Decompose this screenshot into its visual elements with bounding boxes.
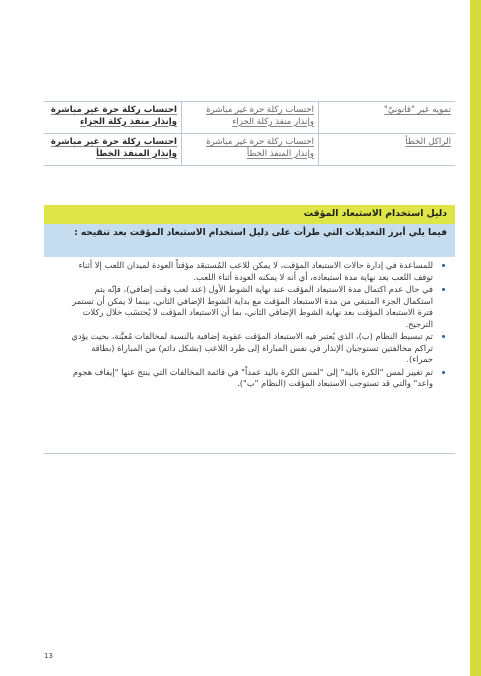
offence-label — [319, 134, 456, 166]
page-number: 13 — [44, 652, 53, 660]
list-item: • في حال عدم اكتمال مدة الاستبعاد المؤقت عند نهاية الشوط الأول (عند لعب وقت إضافي)، فإنّه يتم استكمال الجزء المتبقي من مدة الاستبعاد المؤقت مع بداية الشوط الإضافي الثاني، بينما لا يمكن أن تستمر فترة الاستبعاد المؤقت بعد نهاية الشوط الإضافي الثاني، بما أن الاستبعاد المؤقت لا يُحتسَب خلال ركلات الترجيح. — [66, 284, 433, 330]
changes-list — [44, 258, 455, 391]
previous-sanction-text: احتساب ركلة حرة غير مباشرة وإنذار المنفذ الخطأ — [206, 137, 314, 159]
previous-sanction — [182, 134, 319, 166]
new-sanction — [44, 134, 182, 166]
offence-label-text: الراكل الخطأ — [405, 137, 451, 147]
new-sanction — [44, 102, 182, 134]
table-row — [44, 134, 455, 166]
new-sanction-text: احتساب ركلة حرة غير مباشرة وإنذار المنفذ الخطأ — [50, 137, 177, 159]
new-sanction-text: احتساب ركلة حرة غير مباشرة وإنذار منفذ ركلة الجزاء — [50, 105, 177, 127]
previous-sanction — [182, 102, 319, 134]
offence-label — [319, 102, 456, 134]
offence-label-text: تمويه غير "قانونيّ" — [383, 105, 451, 115]
accent-bar — [470, 0, 481, 676]
list-item: • للمساعدة في إدارة حالات الاستبعاد المؤقت، لا يمكن للاعب المُستبعَد مؤقتاً العودة لميدان اللعب إلا أثناء توقف اللعب بعد نهاية مدة استبعاده، أي أنه لا يمكنه العودة أثناء اللعب. — [66, 260, 433, 283]
section-divider — [44, 453, 455, 454]
section-subtitle: فيما يلي أبرز التعديلات التي طرأت على دليل استخدام الاستبعاد المؤقت بعد تنقيحه : — [44, 224, 455, 257]
offence-sanction-table — [44, 101, 455, 166]
previous-sanction-text: احتساب ركلة حرة غير مباشرة وإنذار منفذ ركلة الجزاء — [206, 105, 314, 127]
section-title: دليل استخدام الاستبعاد المؤقت — [44, 205, 455, 224]
list-item: • تم تغيير لمس "الكرة باليد" إلى "لمس الكرة باليد عمداً" في قائمة المخالفات التي ينتج عنها "إيقاف هجوم واعد" والتي قد تستوجب الاستبعاد المؤقت (النظام "ب"). — [66, 367, 433, 390]
list-item: • تم تبسيط النظام (ب)، الذي يُعتبر فيه الاستبعاد المؤقت عقوبة إضافية بالنسبة لمخالفات مُعيَّنة، بحيث يؤدي تراكم مخالفتين تستوجبان الإنذار في نفس المباراة إلى طرد اللاعب (بشكل دائم) من المباراة (بطاقة حمراء). — [66, 331, 433, 366]
table-row — [44, 102, 455, 134]
